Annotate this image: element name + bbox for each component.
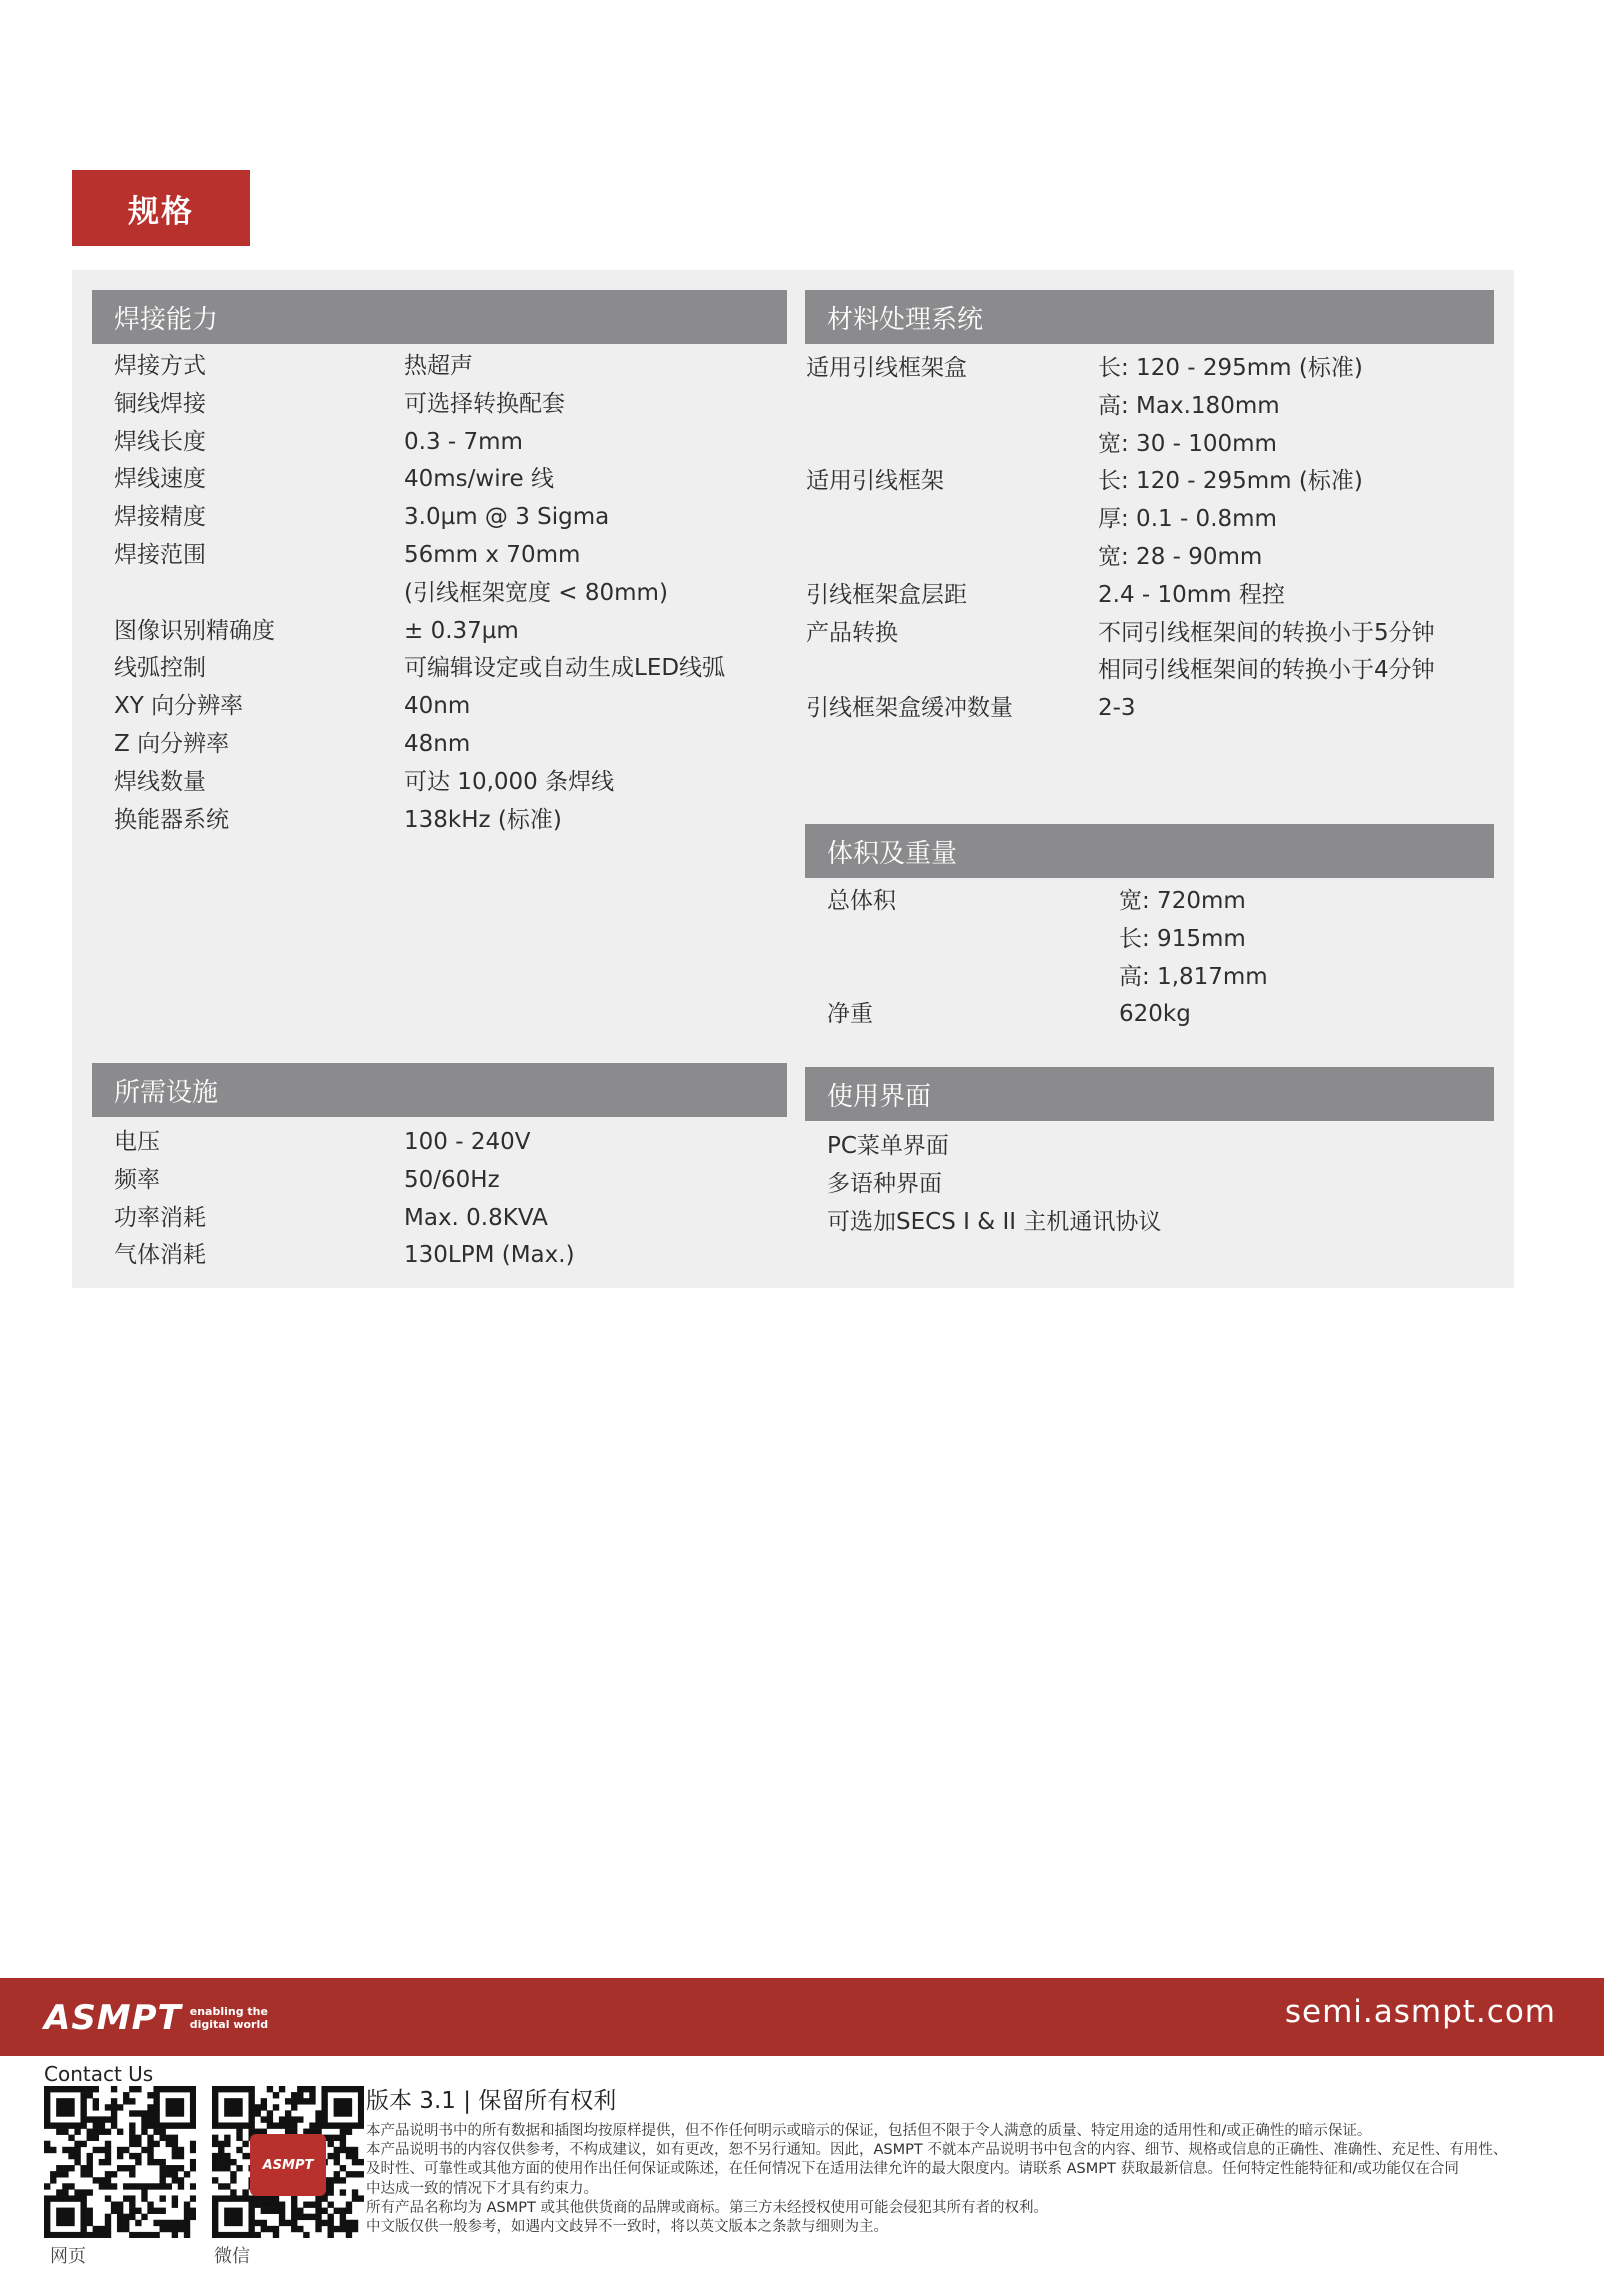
spec-row bbox=[114, 575, 725, 613]
spec-label: 焊接方式 bbox=[114, 353, 206, 379]
spec-label bbox=[806, 388, 1098, 426]
spec-row bbox=[114, 386, 725, 424]
spec-label bbox=[114, 575, 404, 613]
spec-value: 宽: 28 - 90mm bbox=[1098, 543, 1263, 570]
spec-label: 适用引线框架 bbox=[806, 468, 944, 495]
spec-row bbox=[114, 348, 725, 386]
spec-row bbox=[827, 1166, 1161, 1204]
disclaimer-line: 及时性、可靠性或其他方面的使用作出任何保证或陈述，在任何情况下在适用法律允许的最大限度内。请联系 ASMPT 获取最新信息。任何特定性能特征和/或功能仅在合同 bbox=[366, 2161, 1459, 2178]
spec-value: 不同引线框架间的转换小于5分钟 bbox=[1098, 619, 1435, 646]
spec-label bbox=[827, 959, 1119, 997]
spec-value: 620kg bbox=[1119, 1001, 1191, 1028]
spec-value: ± 0.37µm bbox=[404, 617, 519, 644]
spec-row bbox=[114, 1162, 575, 1200]
section-header-facilities: 所需设施 bbox=[92, 1063, 787, 1117]
spec-value: 可选择转换配套 bbox=[404, 390, 565, 417]
spec-row bbox=[114, 802, 725, 840]
spec-value: 厚: 0.1 - 0.8mm bbox=[1098, 506, 1277, 533]
qr-center-logo: ASMPT bbox=[250, 2134, 326, 2196]
spec-value: 40nm bbox=[404, 693, 471, 720]
spec-label: 焊接范围 bbox=[114, 541, 206, 568]
spec-row bbox=[827, 996, 1268, 1034]
spec-label: 频率 bbox=[114, 1166, 160, 1193]
spec-label: 净重 bbox=[827, 1001, 873, 1028]
spec-value: 长: 120 - 295mm (标准) bbox=[1098, 468, 1363, 495]
logo-wordmark: ASMPT bbox=[44, 1998, 182, 2038]
spec-label: 焊线速度 bbox=[114, 466, 206, 493]
disclaimer-line: 本产品说明书中的所有数据和插图均按原样提供，但不作任何明示或暗示的保证，包括但不限于令人满意的质量、特定用途的适用性和/或正确性的暗示保证。 bbox=[366, 2123, 1372, 2139]
specs-panel bbox=[72, 270, 1514, 1288]
spec-value: 高: Max.180mm bbox=[1098, 392, 1280, 419]
spec-label: 引线框架盒缓冲数量 bbox=[806, 695, 1013, 722]
spec-label: XY 向分辨率 bbox=[114, 693, 244, 720]
asmpt-logo[interactable] bbox=[44, 1996, 268, 2040]
spec-label: 图像识别精确度 bbox=[114, 617, 275, 644]
spec-label bbox=[827, 921, 1119, 959]
spec-value: 长: 120 - 295mm (标准) bbox=[1098, 355, 1363, 381]
spec-value: 可达 10,000 条焊线 bbox=[404, 768, 615, 795]
footer-bar bbox=[0, 1978, 1604, 2056]
section-header-material-handling: 材料处理系统 bbox=[805, 290, 1494, 344]
spec-row bbox=[114, 764, 725, 802]
spec-row bbox=[114, 650, 725, 688]
spec-label: 焊线长度 bbox=[114, 428, 206, 455]
spec-row bbox=[114, 1237, 575, 1275]
spec-row bbox=[806, 652, 1435, 690]
spec-row bbox=[827, 883, 1268, 921]
spec-value: 热超声 bbox=[404, 353, 473, 379]
qr-code-web[interactable] bbox=[44, 2086, 196, 2238]
spec-label: 适用引线框架盒 bbox=[806, 355, 967, 381]
spec-value: 高: 1,817mm bbox=[1119, 963, 1268, 990]
spec-label: 铜线焊接 bbox=[114, 390, 206, 417]
disclaimer bbox=[366, 2122, 1556, 2237]
spec-row bbox=[806, 539, 1435, 577]
spec-row bbox=[114, 461, 725, 499]
spec-row bbox=[114, 424, 725, 462]
spec-value: 宽: 30 - 100mm bbox=[1098, 430, 1277, 457]
spec-row bbox=[806, 690, 1435, 728]
spec-row bbox=[827, 959, 1268, 997]
spec-value: 3.0µm @ 3 Sigma bbox=[404, 504, 610, 531]
spec-value: 2-3 bbox=[1098, 695, 1136, 722]
section-header-dimensions: 体积及重量 bbox=[805, 824, 1494, 878]
spec-value: 0.3 - 7mm bbox=[404, 428, 523, 455]
spec-value: 可编辑设定或自动生成LED线弧 bbox=[404, 655, 726, 682]
spec-label: 功率消耗 bbox=[114, 1204, 206, 1231]
spec-label: 产品转换 bbox=[806, 619, 898, 646]
spec-label: Z 向分辨率 bbox=[114, 730, 230, 757]
disclaimer-line: 本产品说明书的内容仅供参考，不构成建议，如有更改，恕不另行通知。因此，ASMPT 不就本产品说明书中包含的内容、细节、规格或信息的正确性、准确性、充足性、有用性、 bbox=[366, 2142, 1508, 2159]
spec-value: 100 - 240V bbox=[404, 1129, 531, 1155]
spec-label: 焊线数量 bbox=[114, 768, 206, 795]
spec-row bbox=[114, 499, 725, 537]
spec-label: 焊接精度 bbox=[114, 504, 206, 531]
spec-row bbox=[827, 1128, 1161, 1166]
disclaimer-line: 中达成一致的情况下才具有约束力。 bbox=[366, 2180, 598, 2197]
spec-row bbox=[806, 388, 1435, 426]
spec-row bbox=[114, 688, 725, 726]
spec-row bbox=[114, 1200, 575, 1238]
spec-row bbox=[806, 350, 1435, 388]
spec-value: 50/60Hz bbox=[404, 1166, 500, 1193]
spec-row bbox=[806, 615, 1435, 653]
spec-label bbox=[806, 501, 1098, 539]
spec-row bbox=[806, 463, 1435, 501]
spec-value: 多语种界面 bbox=[827, 1170, 942, 1197]
section-header-interface: 使用界面 bbox=[805, 1067, 1494, 1121]
website-link[interactable]: semi.asmpt.com bbox=[1284, 1994, 1556, 2030]
spec-value: 48nm bbox=[404, 730, 471, 757]
qr-web-label: 网页 bbox=[50, 2246, 86, 2267]
spec-label bbox=[806, 426, 1098, 464]
welding-rows bbox=[114, 348, 725, 839]
logo-tagline-line-2: digital world bbox=[189, 2018, 269, 2031]
qr-wechat-label: 微信 bbox=[214, 2246, 250, 2267]
logo-tagline-line-1: enabling the bbox=[189, 2005, 268, 2018]
spec-label bbox=[806, 652, 1098, 690]
section-header-welding: 焊接能力 bbox=[92, 290, 787, 344]
qr-code-wechat[interactable] bbox=[212, 2086, 364, 2238]
spec-label bbox=[806, 539, 1098, 577]
spec-value: 相同引线框架间的转换小于4分钟 bbox=[1098, 657, 1435, 684]
spec-value: 138kHz (标准) bbox=[404, 806, 562, 833]
specs-tab-title: 规格 bbox=[72, 170, 250, 246]
spec-label: 线弧控制 bbox=[114, 655, 206, 682]
spec-value: 40ms/wire 线 bbox=[404, 466, 555, 493]
spec-value: 2.4 - 10mm 程控 bbox=[1098, 581, 1285, 608]
spec-label: 总体积 bbox=[827, 888, 896, 914]
spec-row bbox=[806, 426, 1435, 464]
spec-value: 56mm x 70mm bbox=[404, 541, 581, 568]
logo-tagline bbox=[190, 2005, 268, 2031]
spec-value: Max. 0.8KVA bbox=[404, 1204, 548, 1231]
contact-us-label: Contact Us bbox=[44, 2062, 154, 2086]
disclaimer-line: 中文版仅供一般参考，如遇内文歧异不一致时，将以英文版本之条款与细则为主。 bbox=[366, 2219, 888, 2236]
interface-rows bbox=[827, 1128, 1161, 1241]
spec-row bbox=[827, 1204, 1161, 1242]
spec-value: 可选加SECS I & II 主机通讯协议 bbox=[827, 1208, 1162, 1235]
spec-value: 长: 915mm bbox=[1119, 925, 1246, 952]
spec-row bbox=[114, 613, 725, 651]
spec-value: (引线框架宽度 < 80mm) bbox=[404, 579, 668, 606]
spec-row bbox=[114, 537, 725, 575]
spec-row bbox=[114, 726, 725, 764]
version-text: 版本 3.1 | 保留所有权利 bbox=[366, 2088, 617, 2114]
spec-label: 引线框架盒层距 bbox=[806, 581, 967, 608]
spec-label: 气体消耗 bbox=[114, 1242, 206, 1269]
spec-row bbox=[827, 921, 1268, 959]
spec-value: 130LPM (Max.) bbox=[404, 1242, 575, 1269]
spec-label: 换能器系统 bbox=[114, 806, 229, 833]
dimensions-rows bbox=[827, 883, 1268, 1034]
spec-row bbox=[806, 501, 1435, 539]
spec-value: 宽: 720mm bbox=[1119, 888, 1246, 914]
qr-pattern bbox=[44, 2086, 196, 2238]
spec-row bbox=[806, 577, 1435, 615]
facilities-rows bbox=[114, 1124, 575, 1275]
disclaimer-line: 所有产品名称均为 ASMPT 或其他供货商的品牌或商标。第三方未经授权使用可能会侵犯其所有者的权利。 bbox=[366, 2199, 1048, 2216]
spec-row bbox=[114, 1124, 575, 1162]
spec-value: PC菜单界面 bbox=[827, 1133, 949, 1159]
material-rows bbox=[806, 350, 1435, 728]
spec-label: 电压 bbox=[114, 1129, 160, 1155]
